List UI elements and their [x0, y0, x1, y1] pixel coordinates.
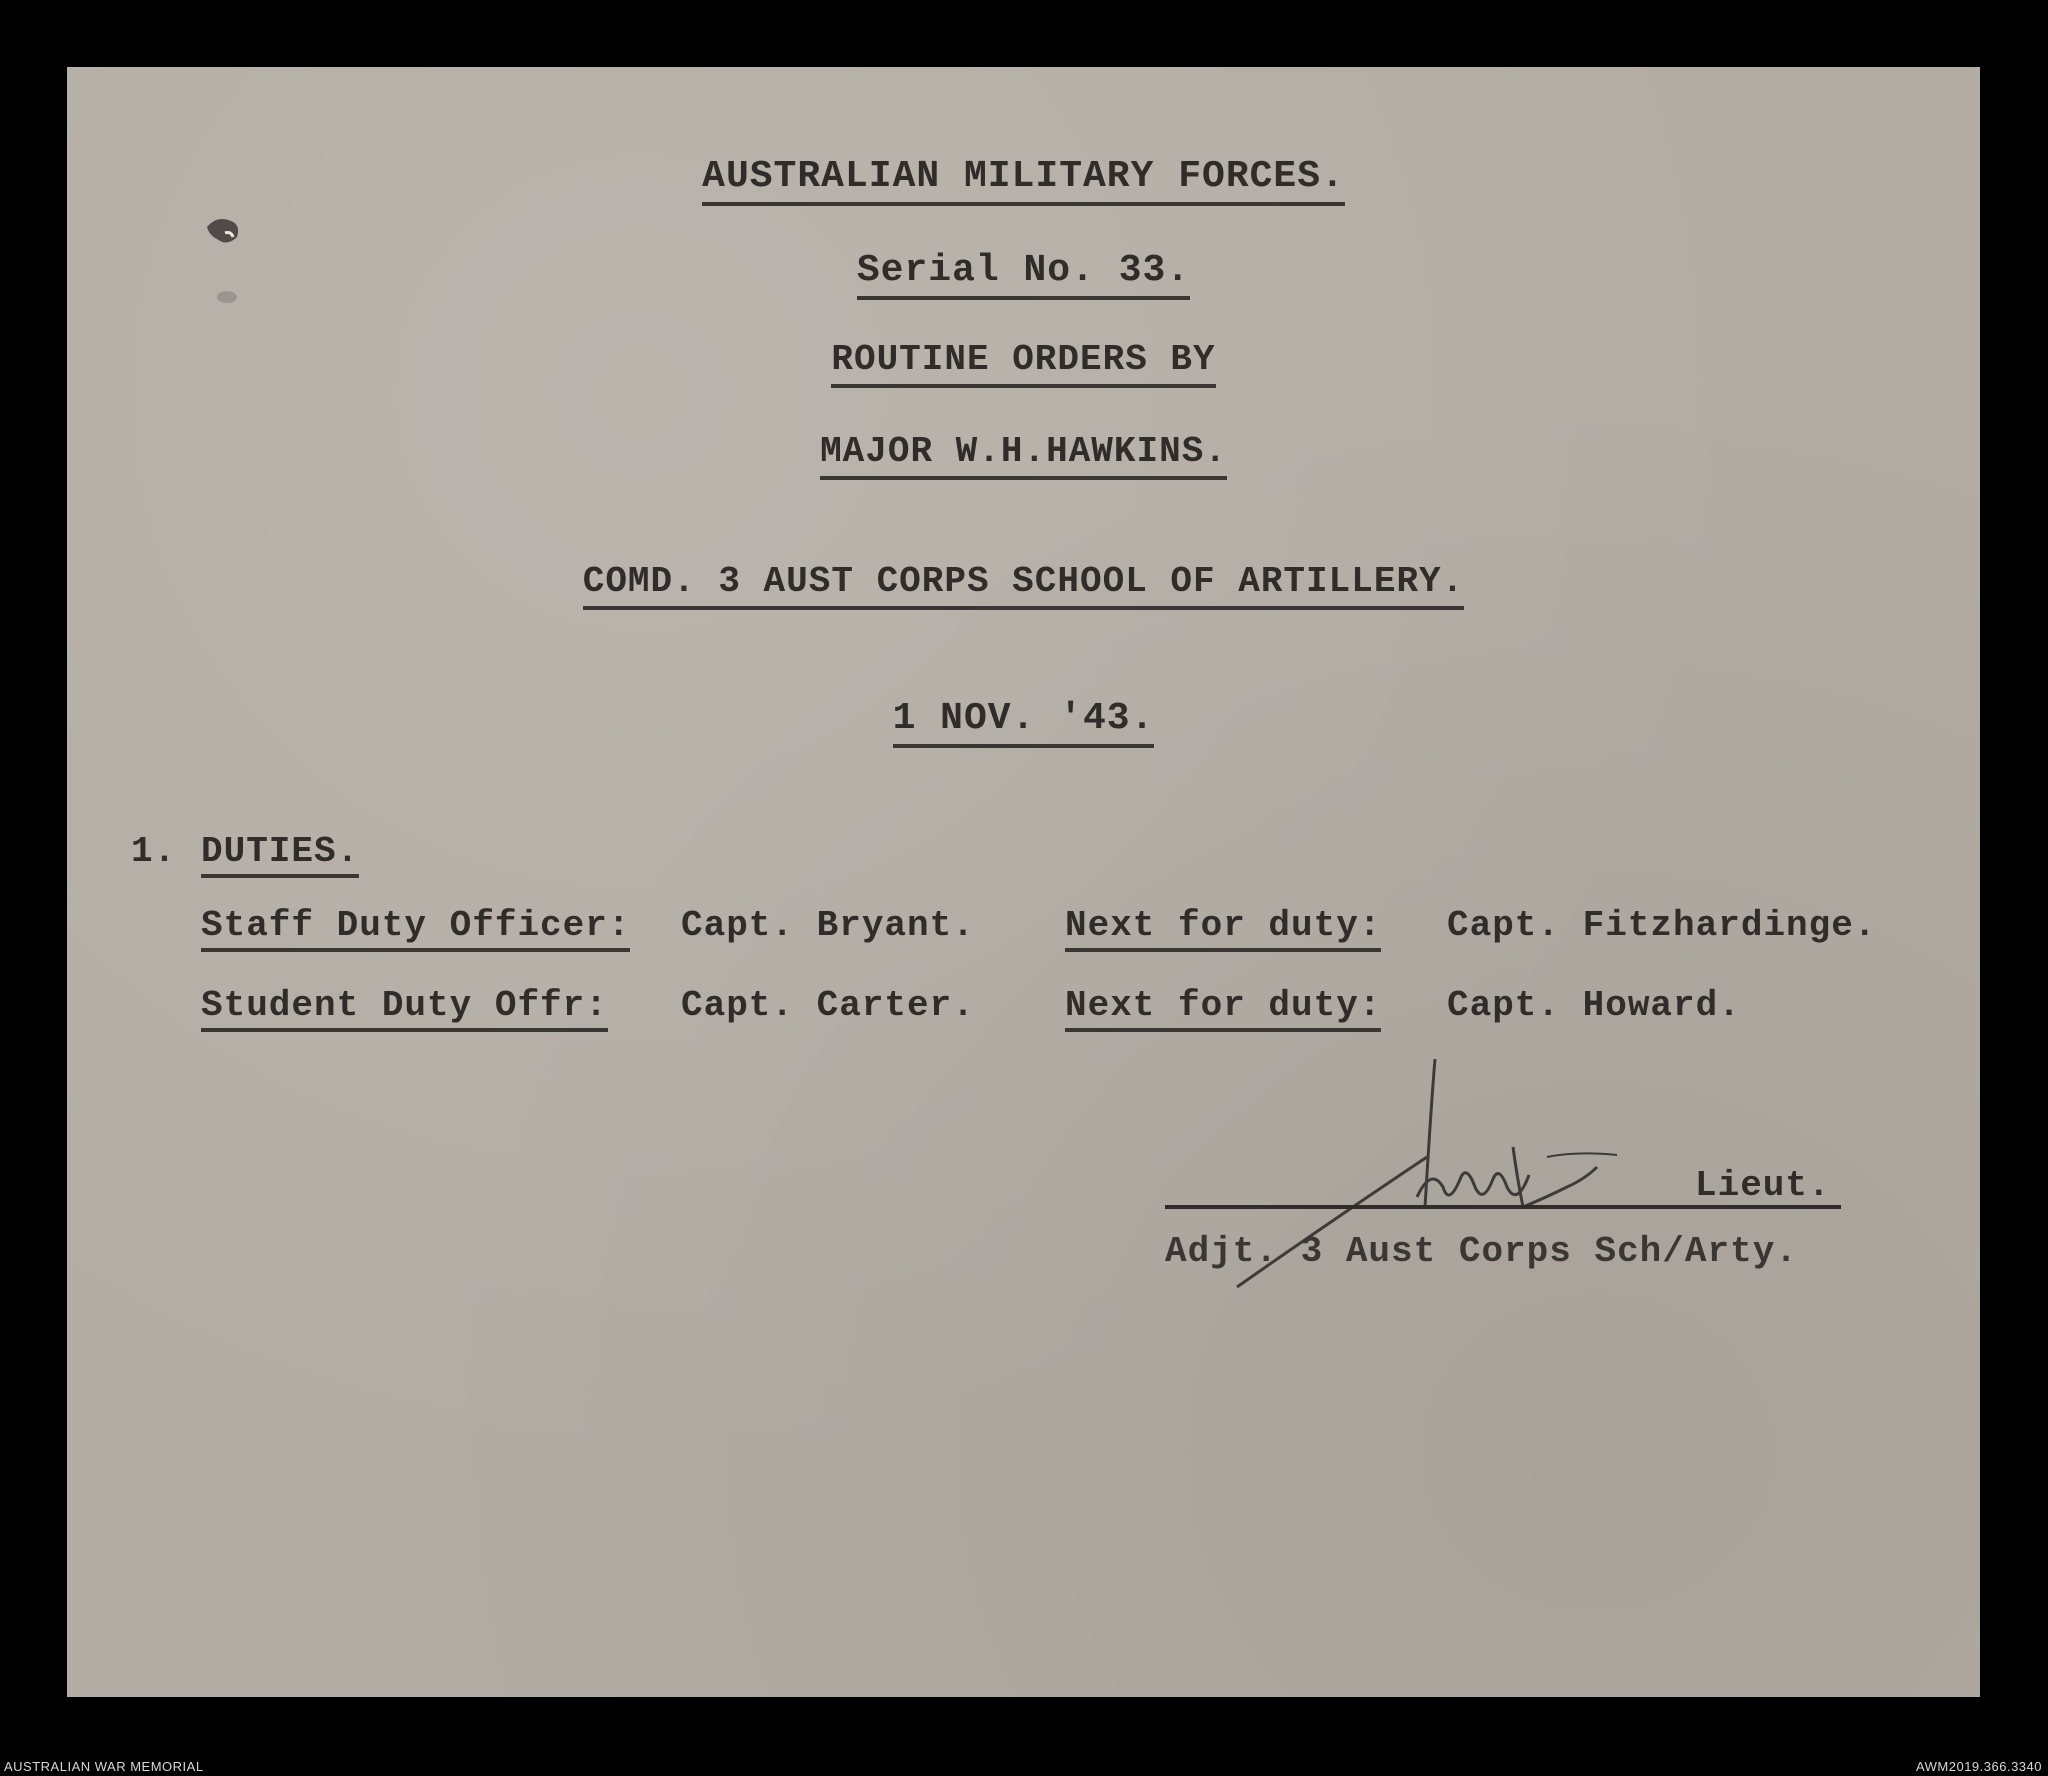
duty-label: Student Duty Offr: [201, 985, 608, 1032]
document-page [67, 67, 1980, 1697]
order-date: 1 NOV. '43. [67, 697, 1980, 748]
signature-rank: Lieut. [1695, 1165, 1831, 1206]
heading-commander: MAJOR W.H.HAWKINS. [67, 431, 1980, 480]
archive-credit: AUSTRALIAN WAR MEMORIAL [4, 1759, 204, 1774]
next-duty-label: Next for duty: [1065, 985, 1381, 1032]
heading-forces: AUSTRALIAN MILITARY FORCES. [67, 155, 1980, 206]
next-duty-value: Capt. Howard. [1447, 985, 1741, 1026]
heading-serial: Serial No. 33. [67, 249, 1980, 300]
duty-value: Capt. Carter. [681, 985, 975, 1026]
duty-value: Capt. Bryant. [681, 905, 975, 946]
signature-title: Adjt. 3 Aust Corps Sch/Arty. [1165, 1231, 1798, 1272]
heading-command-unit: COMD. 3 AUST CORPS SCHOOL OF ARTILLERY. [67, 561, 1980, 610]
next-duty-label: Next for duty: [1065, 905, 1381, 952]
next-duty-value: Capt. Fitzhardinge. [1447, 905, 1877, 946]
duty-label: Staff Duty Officer: [201, 905, 630, 952]
item-title: DUTIES. [201, 831, 359, 878]
item-number: 1. [131, 831, 177, 872]
heading-routine-orders: ROUTINE ORDERS BY [67, 339, 1980, 388]
archive-reference: AWM2019.366.3340 [1915, 1759, 2042, 1774]
